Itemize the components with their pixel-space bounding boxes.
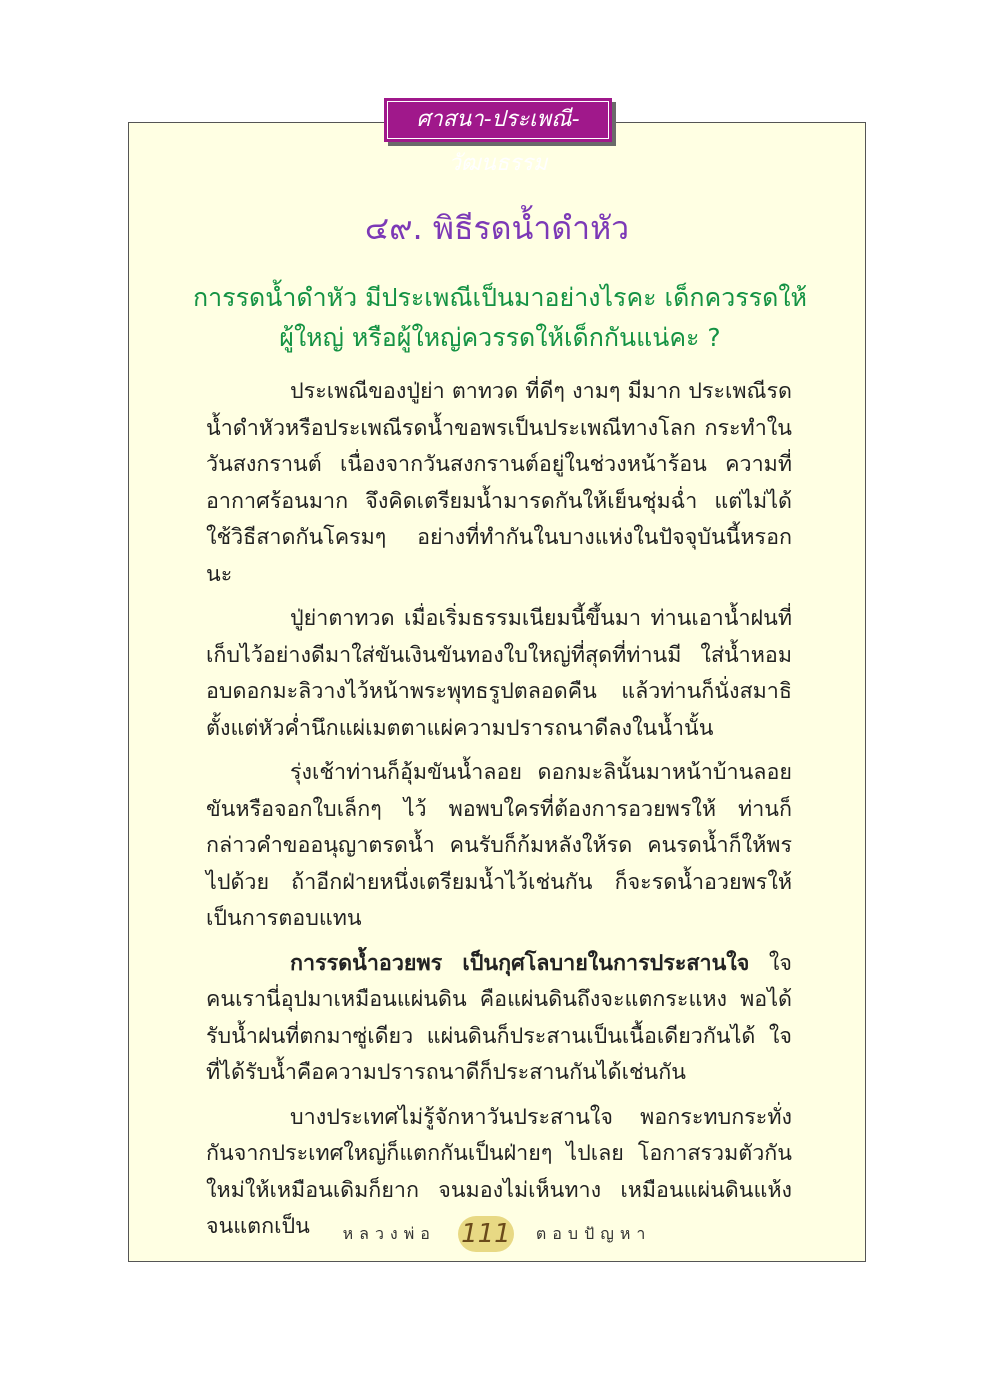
body-paragraph: รุ่งเช้าท่านก็อุ้มขันน้ำลอย ดอกมะลินั้นมาหน้าบ้านลอยขันหรือจอกใบเล็กๆ ไว้ พอพบใครที่ต้องการอวยพรให้ ท่านก็กล่าวคำขออนุญาตรดน้ำ คนรับก็ก้มหลังให้รด คนรดน้ำก็ให้พรไปด้วย ถ้าอีกฝ่ายหนึ่งเตรียมน้ำไว้เช่นกัน ก็จะรดน้ำอวยพรให้เป็นการตอบแทน (206, 760, 792, 931)
paragraph-text: ใจคนเรานี่อุปมาเหมือนแผ่นดิน คือแผ่นดินถึงจะแตกระแหง พอได้รับน้ำฝนที่ตกมาซู่เดียว แผ่นดินก็ประสานเป็นเนื้อเดียวกันได้ ใจที่ได้รับน้ำคือความปรารถนาดีก็ประสานกันได้เช่นกัน (206, 950, 793, 1085)
category-tab: ศาสนา-ประเพณี-วัฒนธรรม (384, 98, 612, 142)
article-body (206, 374, 792, 1254)
body-paragraph: บางประเทศไม่รู้จักหาวันประสานใจ พอกระทบกระทั่งกันจากประเทศใหญ่ก็แตกกันเป็นฝ่ายๆ ไปเลย โอกาสรวมตัวกันใหม่ให้เหมือนเดิมก็ยาก จนมองไม่เห็นทาง เหมือนแผ่นดินแห้งจนแตกเป็น (206, 1104, 792, 1239)
question-block (190, 278, 810, 358)
body-paragraph: ปู่ย่าตาทวด เมื่อเริ่มธรรมเนียมนี้ขึ้นมา ท่านเอาน้ำฝนที่เก็บไว้อย่างดีมาใส่ขันเงินขันทองใบใหญ่ที่สุดที่ท่านมี ใส่น้ำหอม อบดอกมะลิวางไว้หน้าพระพุทธรูปตลอดคืน แล้วท่านก็นั่งสมาธิตั้งแต่หัวค่ำนึกแผ่เมตตาแผ่ความปรารถนาดีลงในน้ำนั้น (206, 606, 792, 741)
question-line: การรดน้ำดำหัว มีประเพณีเป็นมาอย่างไรคะ เด็กควรรดให้ (192, 283, 808, 312)
page-number-badge: 111 (458, 1216, 514, 1252)
page-footer (128, 1214, 866, 1254)
footer-left-text: หลวงพ่อ (342, 1223, 436, 1243)
question-line: ผู้ใหญ่ หรือผู้ใหญ่ควรรดให้เด็กกันแน่คะ ? (279, 323, 721, 352)
body-paragraph (206, 946, 792, 1092)
article-title: ๔๙. พิธีรดน้ำดำหัว (364, 209, 630, 247)
body-paragraph: ประเพณีของปู่ย่า ตาทวด ที่ดีๆ งามๆ มีมาก ประเพณีรด น้ำดำหัวหรือประเพณีรดน้ำขอพรเป็นประเพณีทางโลก กระทำในวันสงกรานต์ เนื่องจากวันสงกรานต์อยู่ในช่วงหน้าร้อน ความที่อากาศร้อนมาก จึงคิดเตรียมน้ำมารดกันให้เย็นชุ่มฉ่ำ แต่ไม่ได้ใช้วิธีสาดกันโครมๆ อย่างที่ทำกันในบางแห่งในปัจจุบันนี้หรอกนะ (206, 379, 792, 587)
footer-right-text: ตอบปัญหา (535, 1223, 652, 1243)
emphasis-text: การรดน้ำอวยพร เป็นกุศโลบายในการประสานใจ (290, 950, 750, 976)
